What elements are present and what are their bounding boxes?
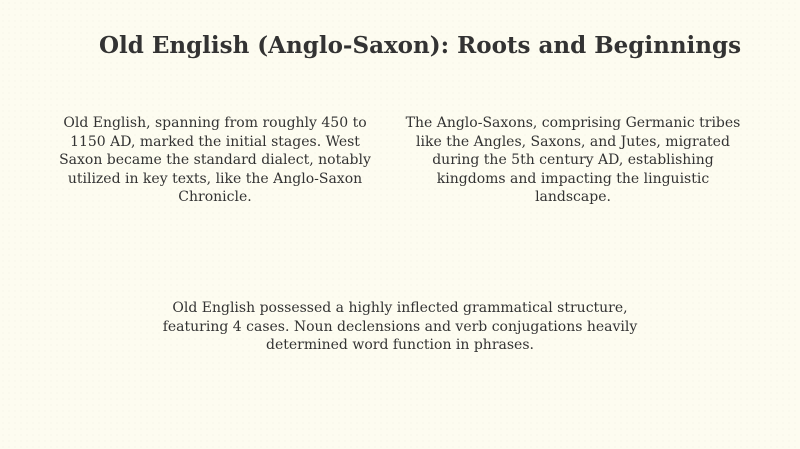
paragraph-grammar-structure: Old English possessed a highly inflected grammatical structure, featuring 4 cases. Noun declensions and verb conjugations heavily determined word function in phrases.: [162, 300, 638, 353]
slide-title: Old English (Anglo-Saxon): Roots and Beginnings: [98, 32, 742, 59]
paragraph-old-english-period: Old English, spanning from roughly 450 to 1150 AD, marked the initial stages. West Saxon became the standard dialect, notably utilized in key texts, like the Anglo-Saxon Chronicle.: [59, 115, 371, 205]
paragraph-anglo-saxon-migration: The Anglo-Saxons, comprising Germanic tribes like the Angles, Saxons, and Jutes, migrated during the 5th century AD, establishing kingdoms and impacting the linguistic landscape.: [405, 115, 741, 205]
